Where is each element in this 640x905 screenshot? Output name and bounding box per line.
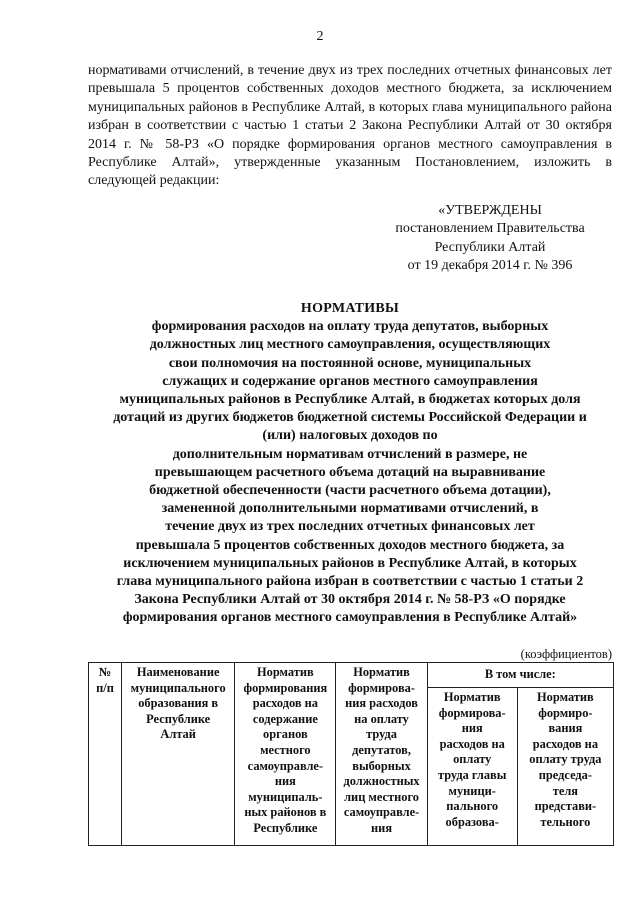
norms-table bbox=[88, 662, 614, 846]
title-line: глава муниципального района избран в соответствии с частью 1 статьи 2 bbox=[116, 574, 584, 590]
header-maintenance-norm: Норматив формирования расходов на содержание органов местного самоуправле- ния муниципаль- ных районов в Республике bbox=[235, 663, 336, 846]
document-title bbox=[88, 300, 612, 628]
title-line: течение двух из трех последних отчетных финансовых лет bbox=[165, 519, 535, 535]
title-line: исключением муниципальных районов в Республике Алтай, в которых bbox=[123, 555, 577, 571]
approval-line-4: от 19 декабря 2014 г. № 396 bbox=[407, 258, 573, 274]
header-number: № п/п bbox=[89, 663, 122, 846]
title-line: замененной дополнительными нормативами отчислений, в bbox=[161, 501, 539, 517]
title-line: служащих и содержание органов местного самоуправления bbox=[162, 373, 538, 389]
title-line: формирования расходов на оплату труда депутатов, выборных bbox=[151, 319, 549, 335]
title-line: свои полномочия на постоянной основе, муниципальных bbox=[168, 355, 532, 371]
title-line: бюджетной обеспеченности (части расчетного объема дотации), bbox=[149, 483, 551, 499]
header-head-norm: Норматив формирова- ния расходов на оплату труда главы муници- пального образова- bbox=[427, 688, 517, 846]
title-line: Закона Республики Алтай от 30 октября 2014 г. № 58-РЗ «О порядке bbox=[134, 592, 566, 608]
header-chairman-norm: Норматив формиро- вания расходов на оплату труда председа- теля представи- тельного bbox=[517, 688, 613, 846]
approval-line-1: «УТВЕРЖДЕНЫ bbox=[438, 203, 542, 218]
approval-block bbox=[370, 202, 610, 276]
title-line: формирования органов местного самоуправления в Республике Алтай» bbox=[122, 610, 578, 626]
header-including: В том числе: bbox=[427, 663, 613, 688]
approval-line-2: постановлением Правительства bbox=[395, 221, 585, 237]
page-number: 2 bbox=[316, 29, 324, 44]
approval-line-3: Республики Алтай bbox=[434, 239, 546, 255]
title-line: муниципальных районов в Республике Алтай, в бюджетах которых доля bbox=[119, 392, 581, 408]
title-line: превышала 5 процентов собственных доходов местного бюджета, за bbox=[135, 537, 565, 553]
header-municipality-name: Наименование муниципального образования в Республике Алтай bbox=[122, 663, 235, 846]
title-line: превышающем расчетного объема дотаций на выравнивание bbox=[154, 464, 546, 480]
title-line: должностных лиц местного самоуправления, осуществляющих bbox=[149, 337, 551, 353]
header-deputies-norm: Норматив формирова- ния расходов на оплату труда депутатов, выборных должностных лиц местного самоуправле- ния bbox=[336, 663, 427, 846]
units-note: (коэффициентов) bbox=[520, 647, 612, 661]
title-line: дополнительным нормативам отчислений в размере, не bbox=[172, 446, 528, 462]
title-line: (или) налоговых доходов по bbox=[262, 428, 438, 444]
intro-paragraph: нормативами отчислений, в течение двух из трех последних отчетных финансовых лет превышала 5 процентов собственных доходов местного бюджета, за исключением муниципальных районов в Республике Алтай, в которых глава муниципального района избран в соответствии с частью 1 статьи 2 Закона Республики Алтай от 30 октября 2014 г. № 58-РЗ «О порядке формирования органов местного самоуправления в Республике Алтай», утвержденные указанным Постановлением, изложить в следующей редакции: bbox=[88, 63, 612, 189]
title-heading: НОРМАТИВЫ bbox=[300, 301, 400, 316]
title-line: дотаций из других бюджетов бюджетной системы Российской Федерации и bbox=[113, 410, 587, 426]
